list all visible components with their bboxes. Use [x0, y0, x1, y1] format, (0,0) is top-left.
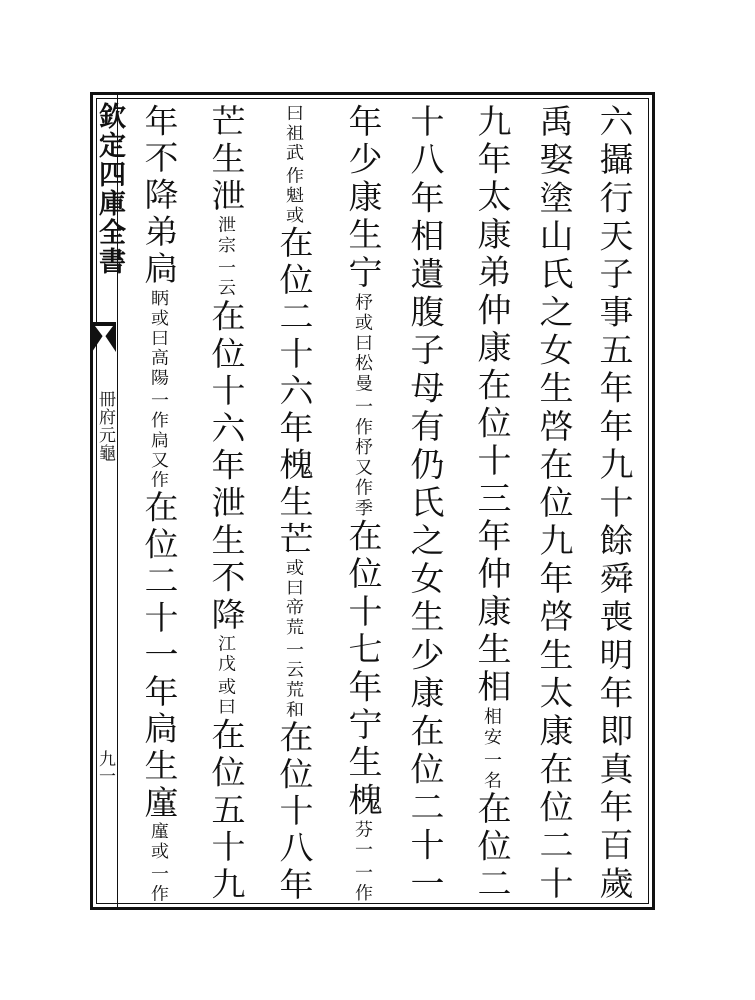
- main-text: 十八年相遺腹子母有仍氏之女生少康在位二十一: [404, 104, 444, 904]
- text-column: [339, 104, 382, 905]
- interlinear-note: [216, 635, 234, 718]
- note-line: 芬一: [352, 820, 373, 861]
- main-text: 在位二: [471, 790, 511, 905]
- note-line: 江戊: [215, 634, 236, 675]
- note-line: 或曰: [215, 677, 236, 718]
- text-column: [530, 104, 573, 904]
- main-text: 在位五十九: [205, 717, 245, 905]
- book-series-title: 欽定四庫全書: [94, 102, 125, 276]
- text-column: [468, 104, 511, 905]
- interlinear-note: [353, 820, 371, 904]
- main-text: 六攝行天子事五年年九十餘舜喪明年即真年百歲: [593, 104, 633, 904]
- interlinear-note: [284, 104, 302, 226]
- note-line: 或曰帝荒: [283, 558, 304, 638]
- main-text: 在位二十一年扃生廑: [138, 490, 178, 823]
- note-line: 一作: [148, 865, 169, 905]
- main-text: 在位十八年: [273, 720, 313, 905]
- interlinear-note: [149, 823, 167, 905]
- page-number: 九一: [95, 750, 115, 784]
- note-line: 一作杼又作季: [352, 396, 373, 519]
- note-line: 一名: [481, 750, 502, 791]
- note-line: 一云荒和: [283, 640, 304, 721]
- interlinear-note: [353, 293, 371, 519]
- note-line: 廑或: [148, 822, 169, 863]
- fish-tail-mark-icon: [92, 322, 116, 352]
- note-line: 一作: [352, 863, 373, 905]
- main-text: 九年太康弟仲康在位十三年仲康生相: [471, 104, 511, 708]
- text-column: [590, 104, 633, 904]
- text-column: [270, 104, 313, 905]
- interlinear-note: [284, 558, 302, 720]
- main-text: 在位二十六年槐生芒: [273, 225, 313, 559]
- note-line: 相安: [481, 707, 502, 748]
- main-text: 在位十七年宁生槐: [342, 518, 382, 821]
- main-text: 禹娶塗山氏之女生啓在位九年啓生太康在位二十: [533, 104, 573, 904]
- text-column: [401, 104, 444, 904]
- note-line: 作魁或: [283, 166, 304, 226]
- interlinear-note: [482, 707, 500, 791]
- note-line: 泄宗: [215, 215, 236, 256]
- note-line: 一作扃又作: [148, 390, 169, 491]
- interlinear-note: [149, 289, 167, 490]
- main-text: 年不降弟扃: [138, 104, 178, 289]
- note-line: 杼或曰松曼: [352, 292, 373, 394]
- text-column: [135, 104, 178, 905]
- note-line: 一云: [215, 258, 236, 299]
- main-text: 在位十六年泄生不降: [205, 298, 245, 635]
- main-text: 年少康生宁: [342, 104, 382, 293]
- note-line: 眪或曰高陽: [148, 288, 169, 388]
- main-text: 芒生泄: [205, 104, 245, 216]
- note-line: 曰祖武: [283, 104, 304, 164]
- book-title: 冊府元龜: [95, 390, 115, 462]
- text-column: [202, 104, 245, 905]
- interlinear-note: [216, 216, 234, 299]
